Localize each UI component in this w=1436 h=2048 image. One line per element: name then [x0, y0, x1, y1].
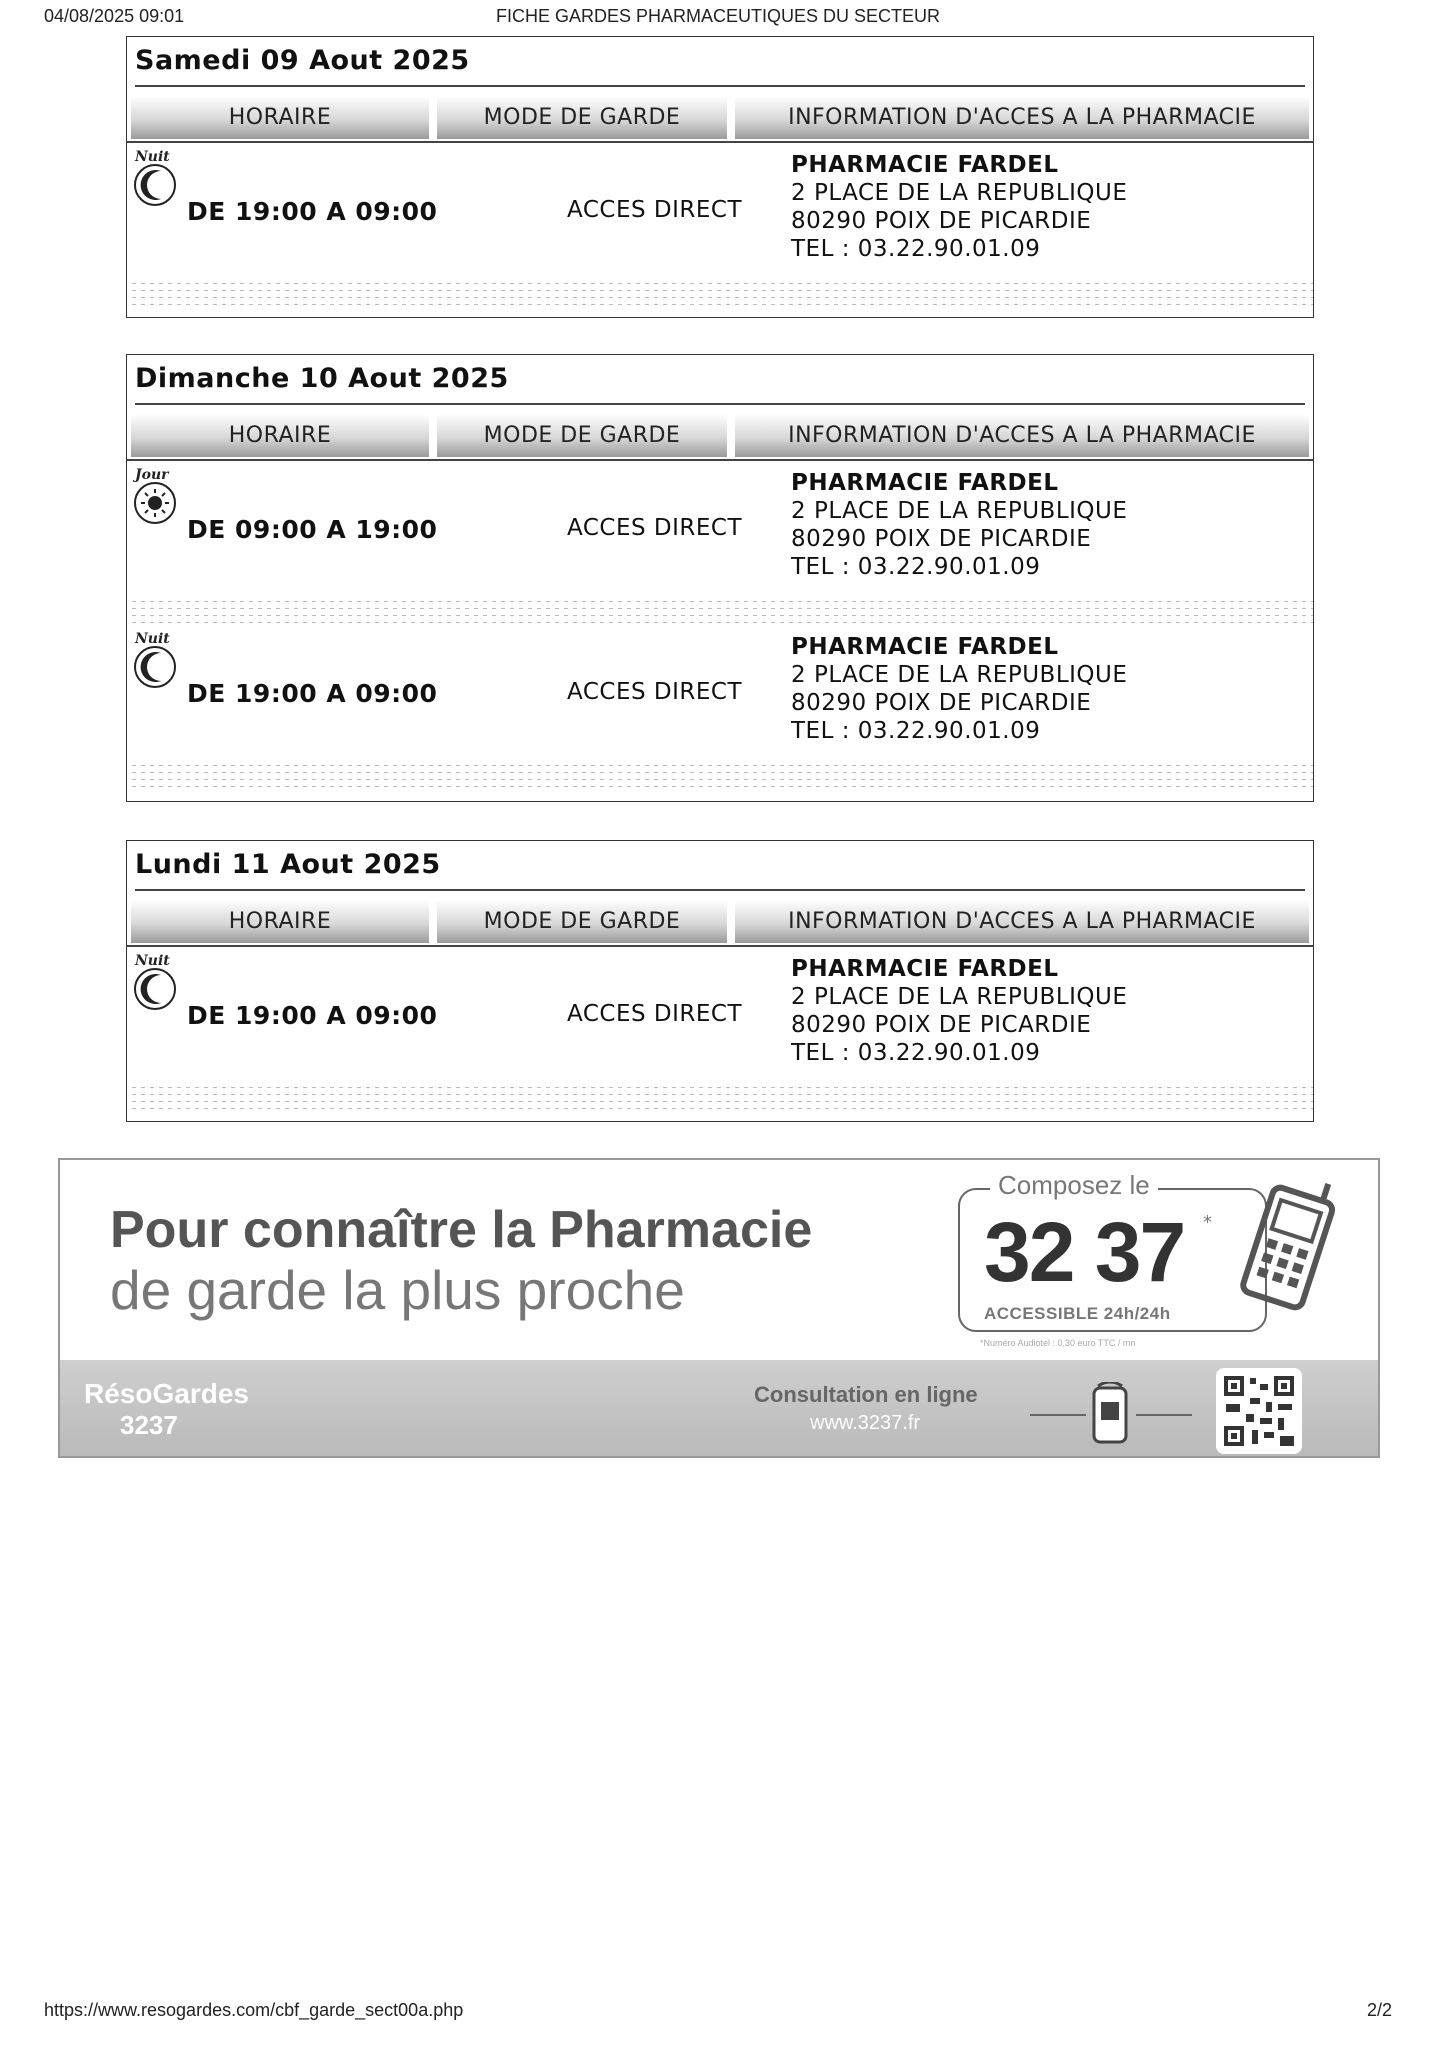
mode: ACCES DIRECT [567, 679, 743, 705]
pharmacy-info [791, 469, 1127, 581]
moon-icon [131, 951, 183, 1015]
print-datetime: 04/08/2025 09:01 [44, 6, 185, 26]
col-info: INFORMATION D'ACCES A LA PHARMACIE [735, 415, 1309, 457]
mode: ACCES DIRECT [567, 197, 743, 223]
row-separator [127, 759, 1313, 789]
table-row [127, 947, 1313, 1111]
consult-label: Consultation en ligne [754, 1382, 978, 1407]
day-title: Dimanche 10 Aout 2025 [135, 363, 509, 394]
day-block-dimanche [126, 354, 1314, 802]
phone-number: 32 37 [984, 1205, 1185, 1299]
pharmacy-address: 2 PLACE DE LA REPUBLIQUE [791, 180, 1128, 206]
pharmacy-name: PHARMACIE FARDEL [791, 956, 1059, 982]
col-info: INFORMATION D'ACCES A LA PHARMACIE [735, 97, 1309, 139]
logo-number: 3237 [120, 1410, 178, 1440]
pharmacy-city: 80290 POIX DE PICARDIE [791, 1012, 1092, 1038]
banner-headline: Pour connaître la Pharmacie [110, 1201, 813, 1259]
hours: DE 19:00 A 09:00 [187, 1001, 438, 1030]
page-title: FICHE GARDES PHARMACEUTIQUES DU SECTEUR [495, 6, 941, 26]
source-url: https://www.resogardes.com/cbf_garde_sect00a.php [44, 2000, 464, 2020]
col-mode: MODE DE GARDE [437, 97, 727, 139]
pharmacy-tel: TEL : 03.22.90.01.09 [791, 1040, 1041, 1066]
day-block-lundi [126, 840, 1314, 1122]
website-url: www.3237.fr [810, 1412, 921, 1434]
qr-code-icon [1216, 1368, 1302, 1454]
moon-icon [131, 147, 183, 211]
row-separator [127, 595, 1313, 625]
hours: DE 09:00 A 19:00 [187, 515, 438, 544]
sun-icon [131, 465, 183, 529]
column-headers [131, 901, 1309, 943]
col-horaire: HORAIRE [131, 901, 429, 943]
pharmacy-address: 2 PLACE DE LA REPUBLIQUE [791, 662, 1128, 688]
mode: ACCES DIRECT [567, 1001, 743, 1027]
pharmacy-name: PHARMACIE FARDEL [791, 634, 1059, 660]
pharmacy-tel: TEL : 03.22.90.01.09 [791, 554, 1041, 580]
column-headers [131, 97, 1309, 139]
asterisk: * [1203, 1212, 1212, 1233]
banner-subheadline: de garde la plus proche [110, 1259, 685, 1321]
col-info: INFORMATION D'ACCES A LA PHARMACIE [735, 901, 1309, 943]
period-label: Nuit [135, 953, 170, 969]
audiotel-note: *Numéro Audiotel : 0,30 euro TTC / mn [980, 1338, 1136, 1348]
column-headers [131, 415, 1309, 457]
pharmacy-address: 2 PLACE DE LA REPUBLIQUE [791, 984, 1128, 1010]
pharmacy-name: PHARMACIE FARDEL [791, 152, 1059, 178]
mobile-phone-icon [1228, 1174, 1358, 1314]
compose-label: Composez le [990, 1170, 1158, 1201]
day-title: Lundi 11 Aout 2025 [135, 849, 441, 880]
accessible-label: ACCESSIBLE 24h/24h [984, 1304, 1171, 1323]
col-mode: MODE DE GARDE [437, 415, 727, 457]
smartphone-icon [1088, 1382, 1132, 1446]
col-horaire: HORAIRE [131, 415, 429, 457]
pharmacy-info [791, 633, 1127, 745]
mode: ACCES DIRECT [567, 515, 743, 541]
day-block-samedi [126, 36, 1314, 318]
period-label: Nuit [135, 631, 170, 647]
table-row [127, 461, 1313, 625]
hours: DE 19:00 A 09:00 [187, 679, 438, 708]
pharmacy-info [791, 151, 1127, 263]
table-row [127, 625, 1313, 789]
col-mode: MODE DE GARDE [437, 901, 727, 943]
pharmacy-info [791, 955, 1127, 1067]
pharmacy-name: PHARMACIE FARDEL [791, 470, 1059, 496]
hours: DE 19:00 A 09:00 [187, 197, 438, 226]
pharmacy-tel: TEL : 03.22.90.01.09 [791, 236, 1041, 262]
moon-icon [131, 629, 183, 693]
period-label: Jour [135, 467, 169, 483]
page-number: 2/2 [1366, 2000, 1392, 2020]
pharmacy-city: 80290 POIX DE PICARDIE [791, 690, 1092, 716]
row-separator [127, 277, 1313, 307]
pharmacy-tel: TEL : 03.22.90.01.09 [791, 718, 1041, 744]
resogardes-logo: RésoGardes [84, 1378, 249, 1409]
day-title: Samedi 09 Aout 2025 [135, 45, 470, 76]
banner-strip [60, 1360, 1378, 1458]
pharmacy-city: 80290 POIX DE PICARDIE [791, 526, 1092, 552]
col-horaire: HORAIRE [131, 97, 429, 139]
resogardes-banner [58, 1158, 1380, 1458]
period-label: Nuit [135, 149, 170, 165]
table-row [127, 143, 1313, 307]
row-separator [127, 1081, 1313, 1111]
pharmacy-address: 2 PLACE DE LA REPUBLIQUE [791, 498, 1128, 524]
pharmacy-city: 80290 POIX DE PICARDIE [791, 208, 1092, 234]
